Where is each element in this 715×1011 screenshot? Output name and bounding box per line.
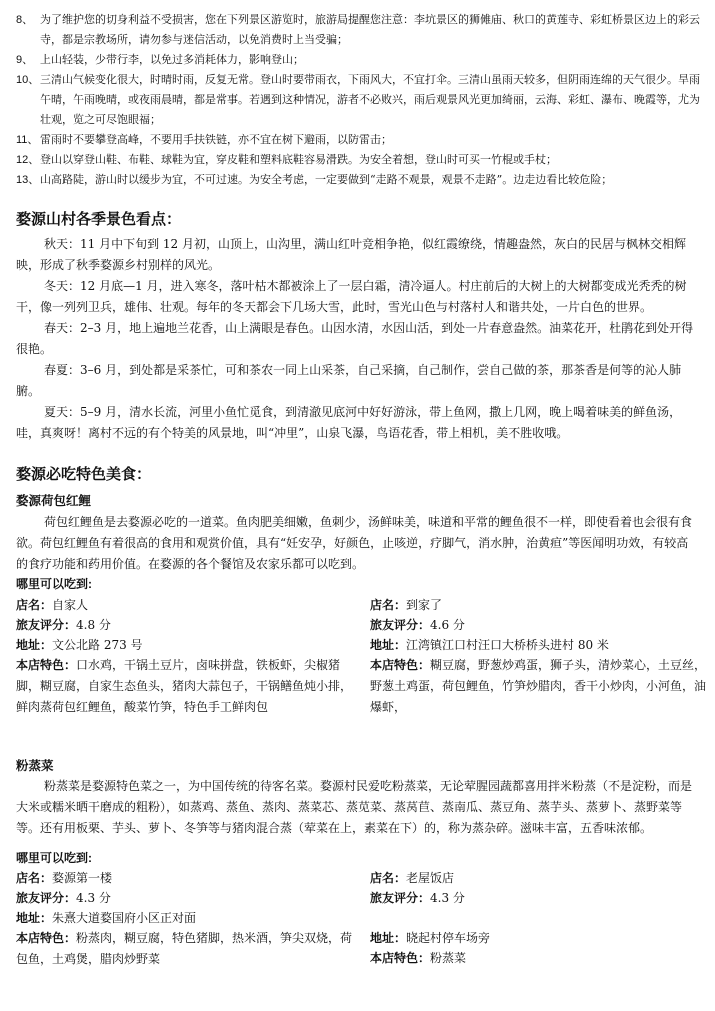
restaurant-rating: 4.3 分 <box>430 891 465 905</box>
field-label: 旅友评分： <box>370 618 431 632</box>
restaurant-card <box>370 868 710 969</box>
field-label: 本店特色： <box>16 658 77 672</box>
season-summer: 夏天：5–9 月，清水长流，河里小鱼忙觅食，到清澈见底河中好好游泳，带上鱼网，撒上几网，晚上喝着味美的鲜鱼汤，哇，真爽呀！离村不远的有个特美的风景地，叫“冲里”，山泉飞瀑，鸟语花香，带上相机，美不胜收哦。 <box>16 405 682 440</box>
restaurant-address: 晓起村停车场旁 <box>406 931 491 945</box>
field-label: 店名： <box>370 871 407 885</box>
where-to-eat-label: 哪里可以吃到: <box>16 851 92 865</box>
list-item: 12、 登山以穿登山鞋、布鞋、球鞋为宜，穿皮鞋和塑料底鞋容易滑跌。为安全着想，登山时可买一竹棍或手杖； <box>16 153 557 166</box>
list-item: 8、 为了维护您的切身利益不受损害，您在下列景区游览时，旅游局提醒您注意：李坑景区的狮傩庙、秋口的黄莲寺、彩虹桥景区边上的彩云寺，都是宗教场所，请勿参与迷信活动，以免消费时上当受骗； <box>16 13 700 46</box>
restaurant-address: 江湾镇江口村汪口大桥桥头进村 80 米 <box>406 638 609 652</box>
field-label: 店名： <box>370 598 407 612</box>
restaurant-card <box>16 595 356 718</box>
restaurant-card <box>370 595 710 718</box>
field-label: 店名： <box>16 598 53 612</box>
dish-title: 婺源荷包红鲤 <box>16 494 92 508</box>
field-label: 旅友评分： <box>370 891 431 905</box>
season-spring-summer: 春夏：3–6 月，到处都是采茶忙，可和茶农一同上山采茶，自己采摘，自己制作，尝自己做的茶，那茶香是何等的沁人肺腑。 <box>16 363 682 398</box>
restaurant-name: 老屋饭店 <box>406 871 455 885</box>
season-autumn: 秋天：11 月中下旬到 12 月初，山顶上，山沟里，满山红叶竞相争艳，似红霞缭绕，情趣盎然，灰白的民居与枫林交相辉映，形成了秋季婺源乡村别样的风光。 <box>16 237 686 272</box>
dish-description: 荷包红鲤鱼是去婺源必吃的一道菜。鱼肉肥美细嫩，鱼刺少，汤鲜味美，味道和平常的鲤鱼很不一样，即使看着也会很有食欲。荷包红鲤鱼有着很高的食用和观赏价值，具有“妊安孕，好颜色，止咳逆，疗脚气，消水肿，治黄疸”等医闻明功效，有较高的食疗功能和药用价值。在婺源的各个餐馆及农家乐都可以吃到。 <box>16 515 693 571</box>
field-label: 本店特色： <box>16 931 77 945</box>
field-label: 旅友评分： <box>16 618 77 632</box>
field-label: 本店特色： <box>370 658 431 672</box>
list-item: 10、 三清山气候变化很大，时晴时雨，反复无常。登山时要带雨衣，下雨风大，不宜打伞。三清山虽雨天较多，但阴雨连绵的天气很少。旱雨午晴，午雨晚晴，或夜雨晨晴，都是常事。若遇到这种情况，游者不必败兴，雨后观景风光更加绮丽，云海、彩虹、瀑布、晚霞等，尤为壮观，览之可尽饱眼福； <box>16 73 700 126</box>
restaurant-specialties: 粉蒸肉，糊豆腐，特色猪脚，热米酒，笋尖双烧，荷包鱼，土鸡煲，腊肉炒野菜 <box>16 931 353 966</box>
field-label: 地址： <box>370 931 407 945</box>
restaurant-name: 自家人 <box>52 598 89 612</box>
seasons-body <box>16 234 696 444</box>
tips-list <box>16 10 706 190</box>
dish-title: 粉蒸菜 <box>16 759 54 773</box>
field-label: 地址： <box>16 911 53 925</box>
season-winter: 冬天：12 月底—1 月，进入寒冬，落叶枯木都被涂上了一层白霜，清冷逼人。村庄前后的大树上的大树都变成光秃秃的树干，像一列列卫兵，雄伟、壮观。每年的冬天都会下几场大雪，此时，雪光山色与村落村人和谐共处，一片白色的世界。 <box>16 279 687 314</box>
restaurant-rating: 4.6 分 <box>430 618 465 632</box>
restaurant-address: 朱熹大道婺国府小区正对面 <box>52 911 197 925</box>
restaurant-specialties: 粉蒸菜 <box>430 951 467 965</box>
restaurant-name: 婺源第一楼 <box>52 871 113 885</box>
field-label: 旅友评分： <box>16 891 77 905</box>
field-label: 店名： <box>16 871 53 885</box>
dish-description: 粉蒸菜是婺源特色菜之一，为中国传统的待客名菜。婺源村民爱吃粉蒸菜，无论荤腥园蔬都喜用拌米粉蒸（不是淀粉，而是大米或糯米晒干磨成的粗粉），如蒸鸡、蒸鱼、蒸肉、蒸菜芯、蒸苋菜、蒸莴苣、蒸南瓜、蒸豆角、蒸芋头、蒸萝卜、蒸野菜等等。还有用板栗、芋头、萝卜、冬笋等与猪肉混合蒸（荤菜在上，素菜在下）的，称为蒸杂碎。滋味丰富，五香味浓郁。 <box>16 779 693 835</box>
restaurant-name: 到家了 <box>406 598 443 612</box>
restaurant-rating: 4.3 分 <box>76 891 111 905</box>
restaurant-specialties: 糊豆腐，野葱炒鸡蛋，狮子头，清炒菜心，土豆丝，野葱土鸡蛋，荷包鲤鱼，竹笋炒腊肉，香干小炒肉，小河鱼，油爆虾， <box>370 658 707 714</box>
food-heading: 婺源必吃特色美食： <box>16 466 152 483</box>
restaurant-rating: 4.8 分 <box>76 618 111 632</box>
list-item: 11、 雷雨时不要攀登高峰，不要用手扶铁链，亦不宜在树下避雨，以防雷击； <box>16 133 392 146</box>
field-label: 地址： <box>16 638 53 652</box>
field-label: 本店特色： <box>370 951 431 965</box>
restaurant-address: 文公北路 273 号 <box>52 638 143 652</box>
season-spring: 春天：2–3 月，地上遍地兰花香，山上满眼是春色。山因水清，水因山活，到处一片春意盎然。油菜花开，杜鹃花到处开得很艳。 <box>16 321 694 356</box>
seasons-heading: 婺源山村各季景色看点： <box>16 211 182 228</box>
list-item: 9、 上山轻装，少带行李，以免过多消耗体力，影响登山； <box>16 53 304 66</box>
list-item: 13、 山高路陡，游山时以缓步为宜，不可过速。为安全考虑，一定要做到“走路不观景，观景不走路”。边走边看比较危险； <box>16 173 613 186</box>
restaurant-specialties: 口水鸡，干锅土豆片，卤味拼盘，铁板虾，尖椒猪脚，糊豆腐，自家生态鱼头，猪肉大蒜包子，干锅鳝鱼炖小排，鲜肉蒸荷包红鲤鱼，酸菜竹笋，特色手工鲜肉包 <box>16 658 353 714</box>
field-label: 地址： <box>370 638 407 652</box>
restaurant-card <box>16 868 356 970</box>
where-to-eat-label: 哪里可以吃到: <box>16 577 92 591</box>
